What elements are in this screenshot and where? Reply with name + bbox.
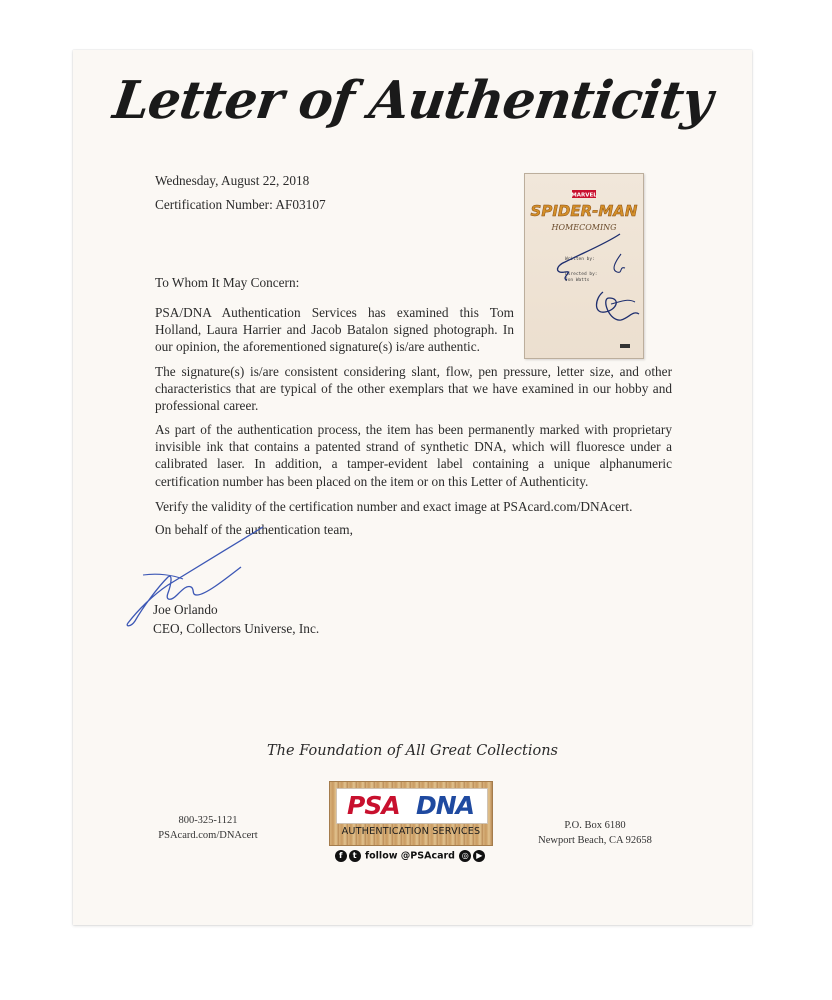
certification-label: Certification Number: <box>155 197 273 212</box>
psa-dna-logo <box>336 788 488 824</box>
letter-date: Wednesday, August 22, 2018 <box>155 173 310 188</box>
salutation: To Whom It May Concern: <box>155 275 300 290</box>
follow-handle: follow @PSAcard <box>365 850 455 862</box>
seal-subtitle: AUTHENTICATION SERVICES <box>341 826 481 837</box>
website: PSAcard.com/DNAcert <box>158 830 258 841</box>
photo-directed-by: Directed by: <box>565 272 598 277</box>
dna-logo-text: DNA <box>416 791 475 820</box>
paragraph-consistency: The signature(s) is/are consistent considering slant, flow, pen pressure, letter size, and other characteristics that are typical of the other exemplars that we have examined in our hobby and professional career. <box>155 364 672 414</box>
signer-name: Joe Orlando <box>153 602 218 617</box>
paragraph-process: As part of the authentication process, the item has been permanently marked with proprietary invisible ink that contains a patented strand of synthetic DNA, which will fluoresce under a calibrated laser. In addition, a tamper-evident label containing a unique alphanumeric certification number has been placed on the item or on this Letter of Authenticity. <box>155 422 672 489</box>
letter-page <box>73 50 752 925</box>
closing-line: On behalf of the authentication team, <box>155 522 353 537</box>
psa-dna-seal <box>329 781 493 846</box>
twitter-icon: t <box>349 850 361 862</box>
facebook-icon: f <box>335 850 347 862</box>
photo-director: Jon Watts <box>565 278 590 283</box>
instagram-icon: ◎ <box>459 850 471 862</box>
contact-left <box>143 813 273 843</box>
psa-logo-text: PSA <box>347 791 400 820</box>
paragraph-verify: Verify the validity of the certification number and exact image at PSAcard.com/DNAcert. <box>155 499 633 514</box>
social-follow <box>329 850 491 862</box>
tagline: The Foundation of All Great Collections <box>267 743 558 759</box>
certification-number: AF03107 <box>275 197 326 212</box>
photo-written-by: Written by: <box>565 257 595 262</box>
paragraph-examined: PSA/DNA Authentication Services has examined this Tom Holland, Laura Harrier and Jacob Batalon signed photograph. In our opinion, the aforementioned signature(s) is/are authentic. <box>155 305 514 355</box>
phone-number: 800-325-1121 <box>178 815 238 826</box>
address-line-1: P.O. Box 6180 <box>564 820 626 831</box>
signer-title: CEO, Collectors Universe, Inc. <box>153 621 320 636</box>
contact-right <box>515 818 675 848</box>
address-line-2: Newport Beach, CA 92658 <box>538 835 652 846</box>
marvel-logo-text: MARVEL <box>571 192 597 199</box>
signed-photograph <box>524 173 644 359</box>
letter-title: Letter of Authenticity <box>109 70 716 131</box>
photo-subtitle: HOMECOMING <box>551 223 617 232</box>
photo-title: SPIDER-MAN <box>530 202 638 220</box>
youtube-icon: ▶ <box>473 850 485 862</box>
certification-line <box>155 196 326 213</box>
